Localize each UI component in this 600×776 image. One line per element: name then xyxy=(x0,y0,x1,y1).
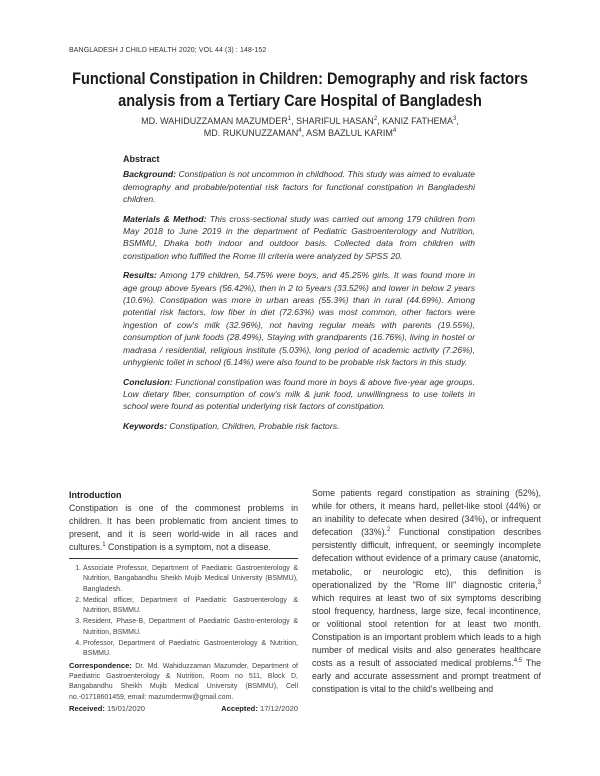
abstract-keywords xyxy=(123,420,475,432)
methods-label: Materials & Method: xyxy=(123,213,207,224)
author-name: MD. WAHIDUZZAMAN MAZUMDER xyxy=(141,116,288,126)
body-text: Functional constipation describes persistently difficult, infrequent, or seemingly incomplete defecation without evidence of a primary cause (anatomic, metabolic, or neurologic etc), this definition is operationalized by the "Rome III" diagnostic criteria, xyxy=(312,527,541,590)
author-name: ASM BAZLUL KARIM xyxy=(306,128,393,138)
correspondence xyxy=(69,661,298,703)
author-affiliation-mark: 3 xyxy=(453,116,457,122)
affiliation-list xyxy=(69,564,298,660)
title-line-2: analysis from a Tertiary Care Hospital of Bangladesh xyxy=(118,92,482,110)
introduction-heading: Introduction xyxy=(69,490,122,500)
accepted-date xyxy=(221,704,298,714)
author-name: KANIZ FATHEMA xyxy=(382,116,454,126)
results-label: Results: xyxy=(123,270,157,281)
body-text: The early and accurate assessment and prompt treatment of constipation is vital to the child's wellbeing and xyxy=(312,658,541,695)
body-text: Some patients regard constipation as straining (52%), while for others, it means hard, pellet-like stool (44%) or an inability to defecate when desired (34%), or infrequent defecation (33%). xyxy=(312,488,541,538)
affiliation-item: 4. Professor, Department of Paediatric Gastroenterology & Nutrition, BSMMU. xyxy=(83,639,298,660)
author-name: SHARIFUL HASAN xyxy=(296,116,374,126)
accepted-label: Accepted: xyxy=(221,703,258,713)
author-separator: , xyxy=(301,128,307,138)
author-name: MD. RUKUNUZZAMAN xyxy=(203,128,299,138)
conclusion-label: Conclusion: xyxy=(123,376,173,387)
abstract-background xyxy=(123,168,475,205)
citation-ref: 4,5 xyxy=(513,658,523,665)
title-line-1: Functional Constipation in Children: Demography and risk factors xyxy=(72,70,528,88)
keywords-label: Keywords: xyxy=(123,420,167,431)
submission-dates xyxy=(69,704,298,714)
body-paragraph xyxy=(312,487,541,697)
affiliation-item: 2. Medical officer, Department of Paediatric Gastroenterology & Nutrition, BSMMU. xyxy=(83,596,298,617)
methods-text: This cross-sectional study was carried out among 179 children from May 2018 to June 2019 in the department of Pediatric Gastroenterology and Nutrition, BSMMU, Dhaka both indoor and outdoor basis. Collected data from children with constipation who fulfilled the Rome III criteria were analyzed by SPSS 20. xyxy=(123,213,475,261)
background-text: Constipation is not uncommon in childhood. This study was aimed to evaluate demography and probable/potential risk factors for functional constipation in Bangladeshi children. xyxy=(123,169,475,205)
introduction-paragraph xyxy=(69,502,298,554)
correspondence-text: Dr. Md. Wahiduzzaman Mazumder, Department of Paediatric Gastroenterology & Nutrition, Room no 511, Block D, Bangabandhu Sheikh Mujib Medical University (BSMMU), Cell no.-01718601459, email: mazumdermw@gmail.com. xyxy=(69,662,298,701)
affiliation-item: 3. Resident, Phase-B, Department of Paediatric Gastro-enterology & Nutrition, BSMMU. xyxy=(83,617,298,638)
received-value: 15/01/2020 xyxy=(107,703,146,713)
received-date xyxy=(69,704,145,714)
conclusion-text: Functional constipation was found more in boys & above five-year age groups. Low dietary fiber, consumption of cow's milk & junk food, unwillingness to use toilets in school were found as potential underlying risk factors of constipation. xyxy=(123,376,475,412)
citation-ref: 2 xyxy=(387,527,391,534)
citation-ref: 1 xyxy=(102,542,106,549)
author-affiliation-mark: 4 xyxy=(392,128,397,134)
keywords-text: Constipation, Children, Probable risk factors. xyxy=(169,420,340,431)
abstract-heading: Abstract xyxy=(123,154,160,164)
abstract-results xyxy=(123,269,475,368)
accepted-value: 17/12/2020 xyxy=(259,703,298,713)
introduction-section xyxy=(69,489,298,554)
author-affiliation-mark: 4 xyxy=(298,128,302,134)
author-separator: , xyxy=(456,116,459,126)
abstract-methods xyxy=(123,213,475,263)
author-line-2 xyxy=(60,127,540,139)
abstract-section xyxy=(123,153,475,439)
footnotes xyxy=(69,564,298,714)
author-affiliation-mark: 2 xyxy=(373,116,378,122)
author-separator: , xyxy=(291,116,297,126)
introduction-text-cont: Constipation is a symptom, not a disease. xyxy=(105,542,271,552)
running-head: BANGLADESH J CHILD HEALTH 2020; VOL 44 (3) : 148-152 xyxy=(69,47,267,54)
author-list xyxy=(60,115,540,139)
results-text: Among 179 children, 54.75% were boys, and 45.25% girls. It was found more in age group above 5years (56.42%), then in 2 to 5years (33.52%) and lower in below 2 years (10.6%). Constipation was more in urban areas (55.3%) than in rural (44.69%). Among potential risk factors, low fiber in diet (72.63%) was most common, other factors were ingestion of cow's milk (32.96%), not having regular meals with parents (19.55%), consumption of junk foods (28.49%), Staying with grandparents (16.76%), living in hostel or madrasa / residential, religious institute (5.03%), long period of academic activity (7.26%), unhygienic toilet in school (6.14%) were also found to be probable risk factors in this study. xyxy=(123,270,475,368)
introduction-text: Constipation is one of the commonest problems in children. It has been problematic from ancient times to present, and it is seen world-wide in all races and cultures. xyxy=(69,503,298,552)
received-label: Received: xyxy=(69,703,105,713)
paper-title xyxy=(71,68,529,112)
abstract-conclusion xyxy=(123,376,475,413)
correspondence-label: Correspondence: xyxy=(69,660,132,670)
author-separator: , xyxy=(377,116,383,126)
footnote-divider xyxy=(69,558,298,559)
citation-ref: 3 xyxy=(537,579,541,586)
affiliation-item: 1. Associate Professor, Department of Paediatric Gastroenterology & Nutrition, Bangabandhu Sheikh Mujib Medical University (BSMMU), Bangladesh. xyxy=(83,564,298,595)
background-label: Background: xyxy=(123,169,176,180)
author-affiliation-mark: 1 xyxy=(287,116,292,122)
body-right-column xyxy=(312,487,541,697)
body-text: which requires at least two of six symptoms describing stool frequency, hardness, large size, fecal incontinence, or volitional stool retention for at least two month. Constipation is an important problem which leads to a high number of medical visits and also generates healthcare costs as a result of associated medical problems. xyxy=(312,592,541,669)
author-line-1 xyxy=(60,115,540,127)
